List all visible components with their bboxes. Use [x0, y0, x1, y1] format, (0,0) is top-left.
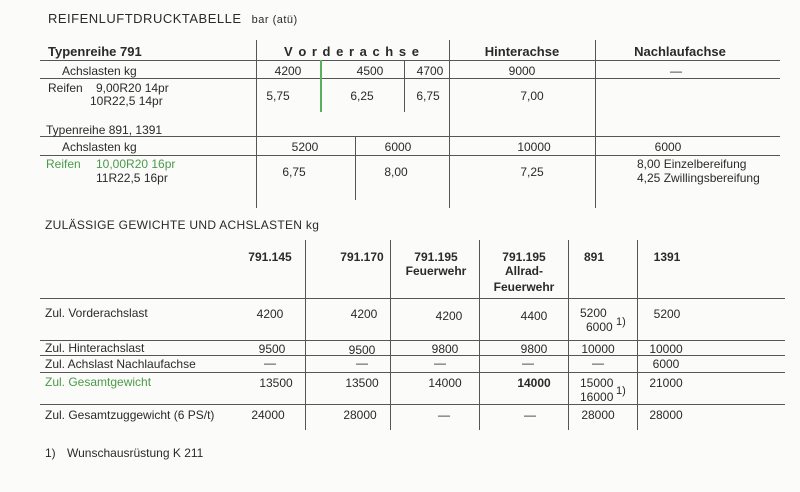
- value-cell: 21000: [649, 376, 683, 390]
- footnote: [45, 447, 203, 459]
- row-label: Zul. Hinterachslast: [45, 341, 145, 355]
- footnote-mark: 1): [45, 446, 56, 460]
- value-cell: 14000: [428, 376, 462, 390]
- rule: [40, 340, 785, 341]
- value-cell: 8,00: [384, 165, 408, 179]
- value-cell: 28000: [649, 408, 683, 422]
- value-cell: 5200: [653, 307, 681, 321]
- row-label: Zul. Gesamtgewicht: [45, 375, 152, 389]
- value-cell: 4200: [350, 307, 378, 321]
- value-cell: 4200: [274, 64, 302, 78]
- value-cell: —: [438, 408, 450, 422]
- tires-label: Reifen: [48, 81, 83, 95]
- series-891-1391-label: Typenreihe 891, 1391: [46, 123, 163, 137]
- col-divider: [390, 240, 391, 430]
- value-cell: 7,25: [520, 165, 544, 179]
- value-cell: 8,00 Einzelbereifung: [637, 157, 747, 171]
- col-divider: [305, 240, 306, 430]
- footnote-text: Wunschausrüstung K 211: [67, 446, 204, 460]
- col-divider-green: [320, 60, 322, 112]
- rule: [40, 372, 785, 373]
- rule: [40, 404, 785, 405]
- value-cell: 4500: [356, 64, 384, 78]
- value-cell: 5200: [291, 140, 319, 154]
- col-divider: [637, 240, 638, 430]
- col-divider: [404, 60, 405, 112]
- series-791-label: Typenreihe 791: [48, 44, 142, 59]
- col-header: 791.195: [414, 250, 458, 264]
- row-label: Zul. Gesamtzuggewicht (6 PS/t): [45, 408, 215, 422]
- value-cell: 28000: [343, 408, 377, 422]
- value-cell: 14000: [517, 376, 551, 390]
- value-cell: 6,25: [350, 89, 374, 103]
- title-unit: bar (atü): [251, 14, 298, 26]
- col-nachlaufachse: Nachlaufachse: [634, 44, 726, 59]
- value-cell: 10000: [517, 140, 551, 154]
- tire-spec: 10R22,5 14pr: [90, 94, 163, 108]
- value-cell: —: [670, 64, 682, 78]
- title-main: REIFENLUFTDRUCKTABELLE: [48, 11, 242, 26]
- value-cell: 6,75: [416, 89, 440, 103]
- value-cell: 15000: [580, 376, 614, 390]
- title-weights: ZULÄSSIGE GEWICHTE UND ACHSLASTEN kg: [45, 218, 320, 232]
- value-cell: —: [356, 356, 368, 370]
- value-cell: —: [264, 356, 276, 370]
- col-header: 891: [583, 250, 605, 264]
- row-label: Zul. Vorderachslast: [45, 306, 148, 320]
- value-cell: —: [592, 356, 604, 370]
- value-cell: 6,75: [282, 165, 306, 179]
- value-cell: 9500: [348, 343, 376, 357]
- col-divider: [568, 240, 569, 430]
- col-header: 1391: [653, 250, 681, 264]
- col-hinterachse: Hinterachse: [484, 44, 560, 59]
- footnote-ref: 1): [616, 385, 626, 397]
- value-cell: 6000: [652, 357, 680, 371]
- col-divider: [256, 40, 257, 208]
- value-cell: 4400: [520, 309, 548, 323]
- value-cell: 4700: [416, 64, 444, 78]
- rule: [40, 78, 780, 79]
- value-cell: 16000: [580, 390, 614, 404]
- value-cell: —: [522, 356, 534, 370]
- value-cell: 7,00: [520, 89, 544, 103]
- col-divider: [595, 40, 596, 208]
- value-cell: 6000: [586, 320, 613, 334]
- value-cell: 4,25 Zwillingsbereifung: [637, 171, 760, 185]
- value-cell: —: [434, 356, 446, 370]
- value-cell: 5,75: [266, 89, 290, 103]
- col-header: 791.170: [340, 250, 384, 264]
- col-header: Feuerwehr: [493, 280, 555, 294]
- value-cell: 10000: [581, 342, 615, 356]
- value-cell: 9500: [258, 342, 286, 356]
- rule: [40, 298, 785, 299]
- col-divider: [449, 40, 450, 208]
- title-tire-pressure: [48, 12, 298, 26]
- tire-spec: 11R22,5 16pr: [96, 171, 168, 185]
- tire-spec: 10,00R20 16pr: [96, 157, 176, 171]
- value-cell: 9800: [520, 342, 548, 356]
- rule: [40, 60, 780, 61]
- axle-loads-label: Achslasten kg: [62, 140, 137, 154]
- col-divider: [479, 240, 480, 430]
- col-header: 791.195: [502, 250, 546, 264]
- value-cell: —: [524, 408, 536, 422]
- axle-loads-label: Achslasten kg: [62, 64, 137, 78]
- value-cell: 13500: [259, 376, 293, 390]
- value-cell: 6000: [384, 140, 412, 154]
- tires-label: Reifen: [46, 157, 81, 171]
- footnote-ref: 1): [616, 316, 626, 328]
- value-cell: 9000: [508, 64, 536, 78]
- col-header: 791.145: [248, 250, 292, 264]
- col-header: Feuerwehr: [405, 264, 467, 278]
- col-header: Allrad-: [504, 264, 544, 278]
- tire-spec: 9,00R20 14pr: [96, 81, 169, 95]
- value-cell: 24000: [251, 408, 285, 422]
- value-cell: 5200: [580, 306, 607, 320]
- row-label: Zul. Achslast Nachlaufachse: [45, 357, 196, 371]
- col-vorderachse: V o r d e r a c h s e: [284, 44, 420, 59]
- col-divider: [355, 136, 356, 200]
- value-cell: 10000: [649, 342, 683, 356]
- value-cell: 28000: [581, 408, 615, 422]
- value-cell: 9800: [431, 342, 459, 356]
- value-cell: 13500: [345, 376, 379, 390]
- value-cell: 4200: [435, 309, 463, 323]
- value-cell: 4200: [256, 307, 284, 321]
- rule: [40, 155, 780, 156]
- value-cell: 6000: [654, 140, 682, 154]
